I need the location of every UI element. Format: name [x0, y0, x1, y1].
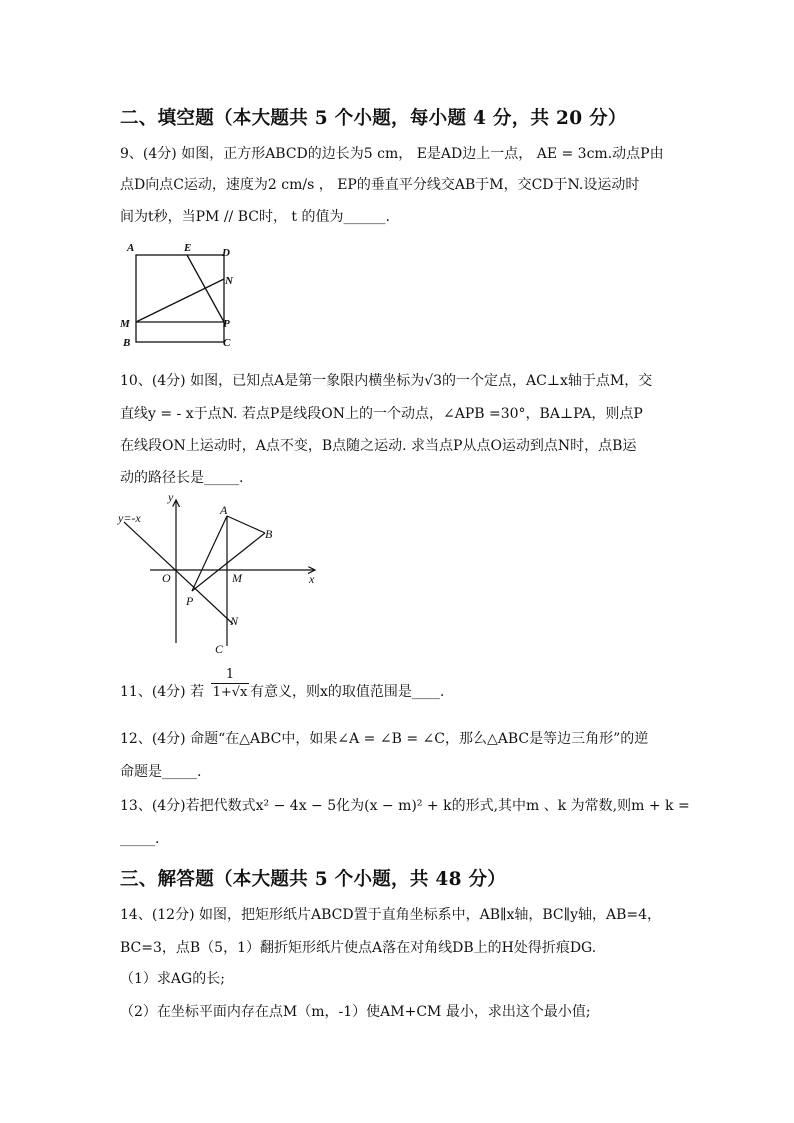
- q13-line-1: 13、(4分)若把代数式x² − 4x − 5化为(x − m)² + k的形式,其中m 、k 为常数,则m + k =: [120, 798, 690, 814]
- label-line: y=-x: [118, 511, 141, 525]
- q11-fraction: [211, 667, 249, 700]
- label-x-axis: x: [309, 572, 315, 586]
- section-heading-fill-in: 二、填空题（本大题共 5 个小题，每小题 4 分，共 20 分）: [120, 108, 627, 129]
- label-p: P: [223, 318, 230, 330]
- label-m: M: [120, 318, 130, 330]
- q14-line-1: 14、(12分) 如图，把矩形纸片ABCD置于直角坐标系中，AB∥x轴，BC∥y轴，AB=4，: [120, 907, 662, 923]
- section-heading-solutions: 三、解答题（本大题共 5 个小题，共 48 分）: [120, 869, 507, 890]
- segment-bp: [192, 533, 265, 591]
- label-c: C: [215, 642, 224, 656]
- label-n: N: [225, 275, 233, 287]
- q14-part-1: （1）求AG的长;: [120, 971, 225, 987]
- q10-line-1: 10、(4分) 如图，已知点A是第一象限内横坐标为√3的一个定点，AC⊥x轴于点M，交: [120, 373, 653, 389]
- q9-square-figure: [115, 238, 245, 353]
- q10-line-4: 动的路径长是_____.: [120, 470, 244, 486]
- label-a: A: [220, 503, 228, 517]
- q11-prefix: 11、(4分) 若: [120, 684, 205, 700]
- q9-line-3: 间为t秒，当PM // BC时， t 的值为______.: [120, 209, 390, 225]
- q10-line-3: 在线段ON上运动时，A点不变，B点随之运动. 求当点P从点O运动到点N时，点B运: [120, 438, 637, 454]
- q13-line-2: _____.: [120, 831, 160, 847]
- q14-part-2: （2）在坐标平面内存在点M（m，-1）使AM+CM 最小，求出这个最小值;: [120, 1004, 591, 1020]
- q12-line-1: 12、(4分) 命题“在△ABC中，如果∠A = ∠B = ∠C，那么△ABC是等边三角形”的逆: [120, 731, 649, 747]
- q11-numerator: 1: [225, 667, 235, 682]
- q9-line-2: 点D向点C运动，速度为2 cm/s ， EP的垂直平分线交AB于M，交CD于N.设运动时: [120, 177, 640, 193]
- label-n: N: [230, 614, 239, 628]
- label-y-axis: y: [168, 490, 174, 504]
- q9-line-1: 9、(4分) 如图，正方形ABCD的边长为5 cm， E是AD边上一点， AE = 3cm.动点P由: [120, 146, 664, 162]
- label-o: O: [162, 571, 171, 585]
- q10-coordinate-figure: [110, 488, 330, 658]
- q14-line-2: BC=3，点B（5，1）翻折矩形纸片使点A落在对角线DB上的H处得折痕DG.: [120, 940, 597, 956]
- label-b: B: [123, 337, 131, 349]
- label-m: M: [232, 571, 242, 585]
- segment-ab: [227, 516, 265, 533]
- q11-suffix: 有意义，则x的取值范围是____.: [250, 684, 445, 700]
- q12-line-2: 命题是_____.: [120, 764, 202, 780]
- segment-mn: [136, 279, 224, 322]
- label-d: D: [222, 247, 230, 259]
- q11-denominator: 1+√x: [212, 685, 248, 700]
- label-b: B: [265, 527, 273, 541]
- label-e: E: [184, 242, 192, 254]
- q10-line-2: 直线y = - x于点N. 若点P是线段ON上的一个动点，∠APB =30°，BA⊥PA，则点P: [120, 406, 643, 422]
- segment-ap: [192, 516, 227, 591]
- label-a: A: [127, 242, 135, 254]
- label-p: P: [186, 594, 194, 608]
- label-c: C: [223, 337, 231, 349]
